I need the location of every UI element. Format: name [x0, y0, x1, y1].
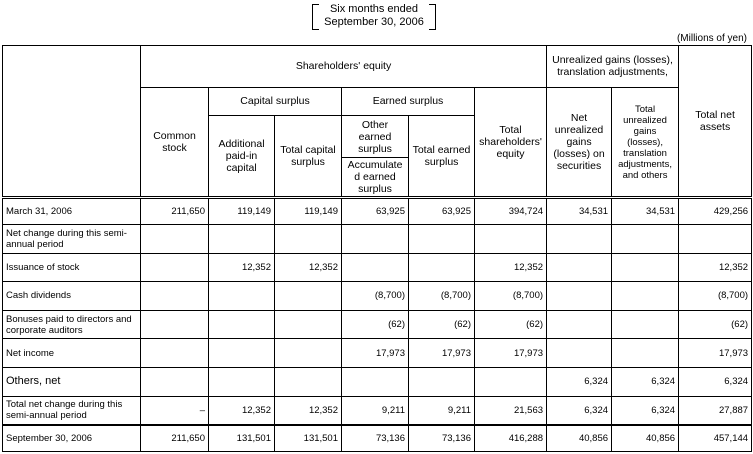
cell-total-net-assets: 12,352: [679, 253, 752, 282]
cell-total-unrealized: 34,531: [612, 198, 679, 225]
header-shareholders-equity: Shareholders' equity: [141, 46, 547, 88]
table-row: [3, 253, 752, 282]
cell-accumulated-earned-surplus: 9,211: [342, 396, 409, 425]
header-earned-surplus: Earned surplus: [342, 87, 475, 115]
cell-total-unrealized: [612, 253, 679, 282]
unit-label: (Millions of yen): [676, 33, 747, 44]
cell-total-net-assets: [679, 224, 752, 253]
cell-total-capital-surplus: [275, 339, 342, 368]
cell-common-stock: 211,650: [141, 198, 209, 225]
header-common-stock: Common stock: [141, 87, 209, 197]
cell-total-shareholders-equity: 21,563: [475, 396, 547, 425]
cell-total-shareholders-equity: 416,288: [475, 425, 547, 452]
cell-total-unrealized: 6,324: [612, 396, 679, 425]
cell-total-earned-surplus: 73,136: [409, 425, 475, 452]
cell-common-stock: [141, 282, 209, 311]
cell-total-shareholders-equity: [475, 368, 547, 397]
header-additional-paid-in: Additional paid-in capital: [209, 115, 275, 198]
cell-total-net-assets: 27,887: [679, 396, 752, 425]
cell-total-net-assets: 457,144: [679, 425, 752, 452]
cell-total-unrealized: [612, 339, 679, 368]
cell-total-shareholders-equity: 394,724: [475, 198, 547, 225]
table-row: [3, 368, 752, 397]
cell-total-capital-surplus: 12,352: [275, 253, 342, 282]
cell-total-net-assets: 6,324: [679, 368, 752, 397]
cell-total-unrealized: [612, 282, 679, 311]
cell-total-shareholders-equity: 17,973: [475, 339, 547, 368]
header-row-1: [3, 46, 752, 88]
period-line2: September 30, 2006: [324, 16, 424, 28]
cell-additional-paid-in: [209, 282, 275, 311]
cell-additional-paid-in: [209, 310, 275, 339]
cell-net-unrealized: [547, 282, 612, 311]
table-row: [3, 339, 752, 368]
right-bracket: [429, 4, 436, 30]
cell-accumulated-earned-surplus: 73,136: [342, 425, 409, 452]
cell-total-unrealized: 6,324: [612, 368, 679, 397]
cell-net-unrealized: [547, 253, 612, 282]
cell-common-stock: –: [141, 396, 209, 425]
cell-net-unrealized: 40,856: [547, 425, 612, 452]
cell-total-earned-surplus: 17,973: [409, 339, 475, 368]
cell-net-unrealized: 6,324: [547, 396, 612, 425]
table-row: [3, 310, 752, 339]
cell-total-net-assets: (8,700): [679, 282, 752, 311]
cell-total-capital-surplus: [275, 282, 342, 311]
header-other-earned-surplus: Other earned surplus: [342, 115, 409, 158]
header-total-unrealized: Total unrealized gains (losses), translation adjustments, and others: [612, 87, 679, 197]
header-blank: [3, 46, 141, 198]
cell-total-earned-surplus: [409, 368, 475, 397]
cell-total-net-assets: (62): [679, 310, 752, 339]
cell-total-capital-surplus: 131,501: [275, 425, 342, 452]
cell-total-net-assets: 17,973: [679, 339, 752, 368]
cell-total-capital-surplus: 12,352: [275, 396, 342, 425]
cell-total-unrealized: [612, 224, 679, 253]
cell-total-earned-surplus: [409, 253, 475, 282]
period-line1: Six months ended: [329, 3, 419, 15]
header-net-unrealized: Net unrealized gains (losses) on securities: [547, 87, 612, 197]
cell-total-earned-surplus: [409, 224, 475, 253]
table-row: [3, 282, 752, 311]
header-total-earned-surplus: Total earned surplus: [409, 115, 475, 198]
cell-common-stock: [141, 368, 209, 397]
period-header: [312, 3, 436, 30]
period-text: [320, 3, 428, 29]
cell-total-shareholders-equity: [475, 224, 547, 253]
cell-total-shareholders-equity: 12,352: [475, 253, 547, 282]
header-unrealized-group: Unrealized gains (losses), translation adjustments,: [547, 46, 679, 88]
cell-common-stock: [141, 224, 209, 253]
row-label: September 30, 2006: [3, 425, 141, 452]
cell-net-unrealized: [547, 310, 612, 339]
cell-net-unrealized: [547, 339, 612, 368]
equity-statement-table: [2, 45, 752, 452]
table-row: [3, 396, 752, 425]
cell-accumulated-earned-surplus: [342, 368, 409, 397]
header-capital-surplus: Capital surplus: [209, 87, 342, 115]
cell-total-earned-surplus: (62): [409, 310, 475, 339]
cell-common-stock: [141, 253, 209, 282]
cell-net-unrealized: 34,531: [547, 198, 612, 225]
row-label: Others, net: [3, 368, 141, 397]
cell-accumulated-earned-surplus: [342, 253, 409, 282]
cell-net-unrealized: [547, 224, 612, 253]
table-row: [3, 198, 752, 225]
cell-common-stock: 211,650: [141, 425, 209, 452]
cell-accumulated-earned-surplus: (8,700): [342, 282, 409, 311]
cell-total-unrealized: [612, 310, 679, 339]
row-label: Issuance of stock: [3, 253, 141, 282]
cell-accumulated-earned-surplus: [342, 224, 409, 253]
cell-total-shareholders-equity: (62): [475, 310, 547, 339]
cell-total-net-assets: 429,256: [679, 198, 752, 225]
cell-total-earned-surplus: 63,925: [409, 198, 475, 225]
cell-common-stock: [141, 310, 209, 339]
header-accumulated-earned-surplus: Accumulate d earned surplus: [342, 158, 409, 198]
cell-accumulated-earned-surplus: 17,973: [342, 339, 409, 368]
cell-accumulated-earned-surplus: 63,925: [342, 198, 409, 225]
cell-total-unrealized: 40,856: [612, 425, 679, 452]
cell-additional-paid-in: 119,149: [209, 198, 275, 225]
row-label: Net income: [3, 339, 141, 368]
cell-accumulated-earned-surplus: (62): [342, 310, 409, 339]
header-total-capital-surplus: Total capital surplus: [275, 115, 342, 198]
header-total-net-assets: Total net assets: [679, 46, 752, 198]
cell-total-capital-surplus: [275, 368, 342, 397]
cell-total-earned-surplus: (8,700): [409, 282, 475, 311]
cell-total-capital-surplus: [275, 310, 342, 339]
cell-additional-paid-in: [209, 339, 275, 368]
row-label: Total net change during this semi-annual period: [3, 396, 141, 425]
left-bracket: [312, 4, 319, 30]
cell-total-capital-surplus: 119,149: [275, 198, 342, 225]
cell-additional-paid-in: 131,501: [209, 425, 275, 452]
cell-common-stock: [141, 339, 209, 368]
cell-additional-paid-in: 12,352: [209, 396, 275, 425]
table-row: [3, 425, 752, 452]
header-total-shareholders-equity: Total shareholders' equity: [475, 87, 547, 197]
cell-total-earned-surplus: 9,211: [409, 396, 475, 425]
row-label: Net change during this semi-annual period: [3, 224, 141, 253]
cell-total-shareholders-equity: (8,700): [475, 282, 547, 311]
cell-additional-paid-in: [209, 224, 275, 253]
cell-additional-paid-in: [209, 368, 275, 397]
row-label: March 31, 2006: [3, 198, 141, 225]
table-row: [3, 224, 752, 253]
row-label: Cash dividends: [3, 282, 141, 311]
cell-total-capital-surplus: [275, 224, 342, 253]
cell-additional-paid-in: 12,352: [209, 253, 275, 282]
cell-net-unrealized: 6,324: [547, 368, 612, 397]
row-label: Bonuses paid to directors and corporate auditors: [3, 310, 141, 339]
